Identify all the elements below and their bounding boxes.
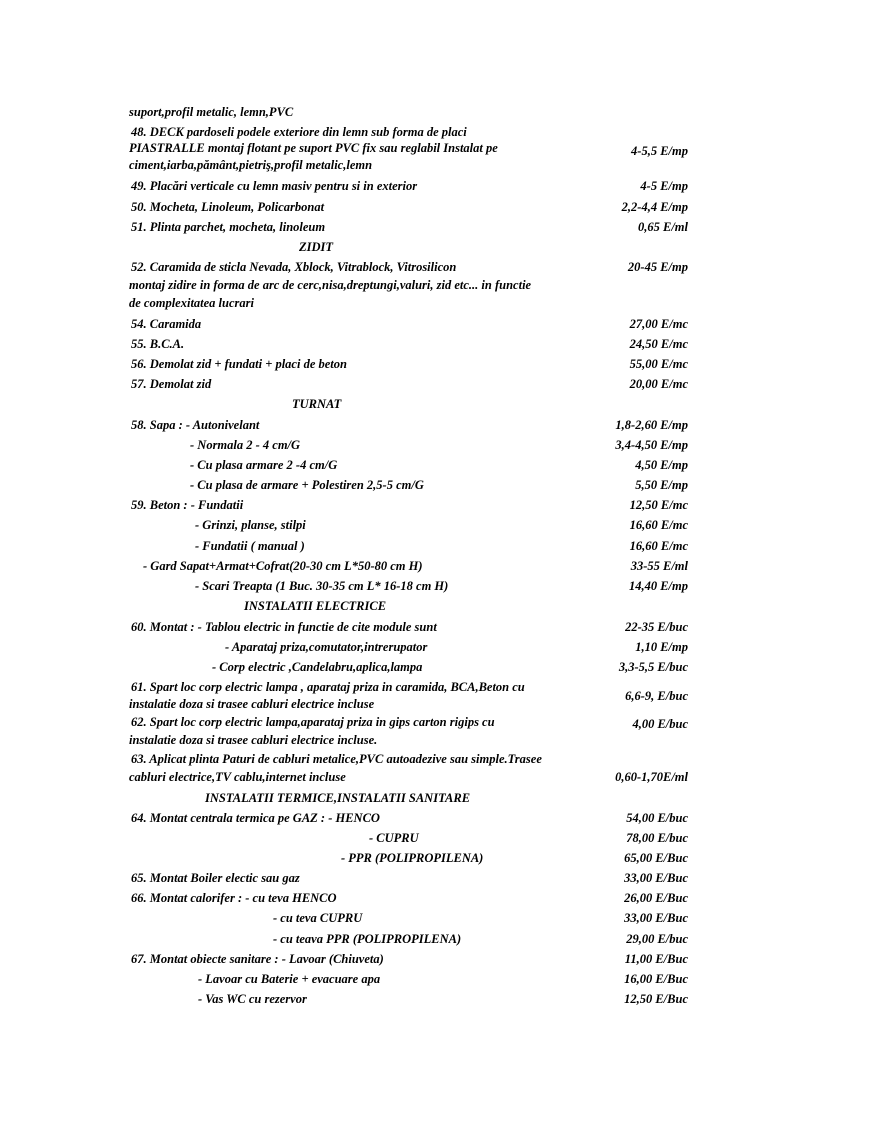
item-64-row: 64. Montat centrala termica pe GAZ : - HENCO <box>131 811 380 825</box>
item-59-row: - Gard Sapat+Armat+Cofrat(20-30 cm L*50-80 cm H) <box>143 559 423 573</box>
item-66-row: 66. Montat calorifer : - cu teva HENCO <box>131 891 337 905</box>
item-50-label: 50. Mocheta, Linoleum, Policarbonat <box>131 200 325 214</box>
item-60-price: 1,10 E/mp <box>635 640 688 654</box>
item-58-row: - Cu plasa de armare + Polestiren 2,5-5 cm/G <box>190 478 424 492</box>
item-54-label: 54. Caramida <box>131 317 202 331</box>
item-67-price: 11,00 E/Buc <box>624 952 688 966</box>
section-heading-instalatii-electrice: INSTALATII ELECTRICE <box>244 599 387 613</box>
item-49-label: 49. Placări verticale cu lemn masiv pentru si in exterior <box>131 179 418 193</box>
item-61-line-2: instalatie doza si trasee cabluri electrice incluse <box>129 697 375 711</box>
item-52-price: 20-45 E/mp <box>627 260 688 274</box>
item-67-row: - Lavoar cu Baterie + evacuare apa <box>198 972 381 986</box>
item-64-row: - CUPRU <box>369 831 419 845</box>
item-51-price: 0,65 E/ml <box>637 220 688 234</box>
item-48-line-1: 48. DECK pardoseli podele exteriore din lemn sub forma de placi <box>131 125 467 139</box>
item-66-row: - cu teava PPR (POLIPROPILENA) <box>273 932 462 946</box>
section-heading-instalatii-termice-sanitare: INSTALATII TERMICE,INSTALATII SANITARE <box>205 791 471 805</box>
item-48-line-2: PIASTRALLE montaj flotant pe suport PVC fix sau reglabil Instalat pe <box>129 141 498 155</box>
item-51-label: 51. Plinta parchet, mocheta, linoleum <box>131 220 326 234</box>
item-63-line-1: 63. Aplicat plinta Paturi de cabluri metalice,PVC autoadezive sau simple.Trasee <box>131 752 542 766</box>
item-56-label: 56. Demolat zid + fundati + placi de beton <box>131 357 347 371</box>
item-54-price: 27,00 E/mc <box>629 317 688 331</box>
item-64-price: 54,00 E/buc <box>626 811 688 825</box>
item-64-row: - PPR (POLIPROPILENA) <box>341 851 484 865</box>
item-52-line-3: de complexitatea lucrari <box>129 296 254 310</box>
item-50-price: 2,2-4,4 E/mp <box>621 200 688 214</box>
item-56-price: 55,00 E/mc <box>629 357 688 371</box>
item-59-row: 59. Beton : - Fundatii <box>131 498 244 512</box>
item-67-row: - Vas WC cu rezervor <box>198 992 307 1006</box>
item-58-row: 58. Sapa : - Autonivelant <box>131 418 260 432</box>
item-52-line-2: montaj zidire in forma de arc de cerc,nisa,dreptungi,valuri, zid etc... in functie <box>129 278 532 292</box>
item-58-price: 3,4-4,50 E/mp <box>615 438 688 452</box>
item-59-price: 12,50 E/mc <box>629 498 688 512</box>
item-59-row: - Grinzi, planse, stilpi <box>195 518 306 532</box>
item-61-price: 6,6-9, E/buc <box>625 689 688 703</box>
item-58-price: 1,8-2,60 E/mp <box>615 418 688 432</box>
item-60-row: - Aparataj priza,comutator,intrerupator <box>225 640 428 654</box>
item-55-label: 55. B.C.A. <box>131 337 185 351</box>
item-48-price: 4-5,5 E/mp <box>631 144 688 158</box>
item-67-row: 67. Montat obiecte sanitare : - Lavoar (Chiuveta) <box>131 952 384 966</box>
item-59-price: 16,60 E/mc <box>629 518 688 532</box>
item-48-line-3: ciment,iarba,pământ,pietriş,profil metalic,lemn <box>129 158 373 172</box>
item-62-line-2: instalatie doza si trasee cabluri electrice incluse. <box>129 733 378 747</box>
section-heading-zidit: ZIDIT <box>299 240 334 254</box>
item-58-price: 4,50 E/mp <box>635 458 688 472</box>
item-59-price: 33-55 E/ml <box>630 559 688 573</box>
item-58-row: - Cu plasa armare 2 -4 cm/G <box>190 458 338 472</box>
item-64-price: 65,00 E/Buc <box>624 851 688 865</box>
item-57-price: 20,00 E/mc <box>629 377 688 391</box>
item-66-price: 29,00 E/buc <box>626 932 688 946</box>
item-60-price: 22-35 E/buc <box>625 620 688 634</box>
item-67-price: 12,50 E/Buc <box>624 992 688 1006</box>
item-62-line-1: 62. Spart loc corp electric lampa,aparataj priza in gips carton rigips cu <box>131 715 495 729</box>
item-65-price: 33,00 E/Buc <box>624 871 688 885</box>
item-65-label: 65. Montat Boiler electic sau gaz <box>131 871 300 885</box>
item-59-row: - Scari Treapta (1 Buc. 30-35 cm L* 16-18 cm H) <box>195 579 449 593</box>
item-49-price: 4-5 E/mp <box>640 179 688 193</box>
item-47-continuation: suport,profil metalic, lemn,PVC <box>129 105 294 119</box>
item-52-line-1: 52. Caramida de sticla Nevada, Xblock, Vitrablock, Vitrosilicon <box>131 260 457 274</box>
item-60-row: 60. Montat : - Tablou electric in functie de cite module sunt <box>131 620 437 634</box>
item-59-price: 16,60 E/mc <box>629 539 688 553</box>
item-63-line-2: cabluri electrice,TV cablu,internet incluse <box>129 770 346 784</box>
item-61-line-1: 61. Spart loc corp electric lampa , aparataj priza in caramida, BCA,Beton cu <box>131 680 525 694</box>
section-heading-turnat: TURNAT <box>292 397 342 411</box>
item-62-price: 4,00 E/buc <box>632 717 688 731</box>
item-67-price: 16,00 E/Buc <box>624 972 688 986</box>
item-66-price: 26,00 E/Buc <box>624 891 688 905</box>
item-64-price: 78,00 E/buc <box>626 831 688 845</box>
item-59-price: 14,40 E/mp <box>628 579 688 593</box>
item-58-row: - Normala 2 - 4 cm/G <box>190 438 301 452</box>
item-59-row: - Fundatii ( manual ) <box>195 539 305 553</box>
item-60-row: - Corp electric ,Candelabru,aplica,lampa <box>212 660 423 674</box>
item-55-price: 24,50 E/mc <box>629 337 688 351</box>
item-60-price: 3,3-5,5 E/buc <box>618 660 688 674</box>
item-66-price: 33,00 E/Buc <box>624 911 688 925</box>
item-63-price: 0,60-1,70E/ml <box>615 770 688 784</box>
item-66-row: - cu teva CUPRU <box>273 911 363 925</box>
item-57-label: 57. Demolat zid <box>131 377 212 391</box>
item-58-price: 5,50 E/mp <box>635 478 688 492</box>
